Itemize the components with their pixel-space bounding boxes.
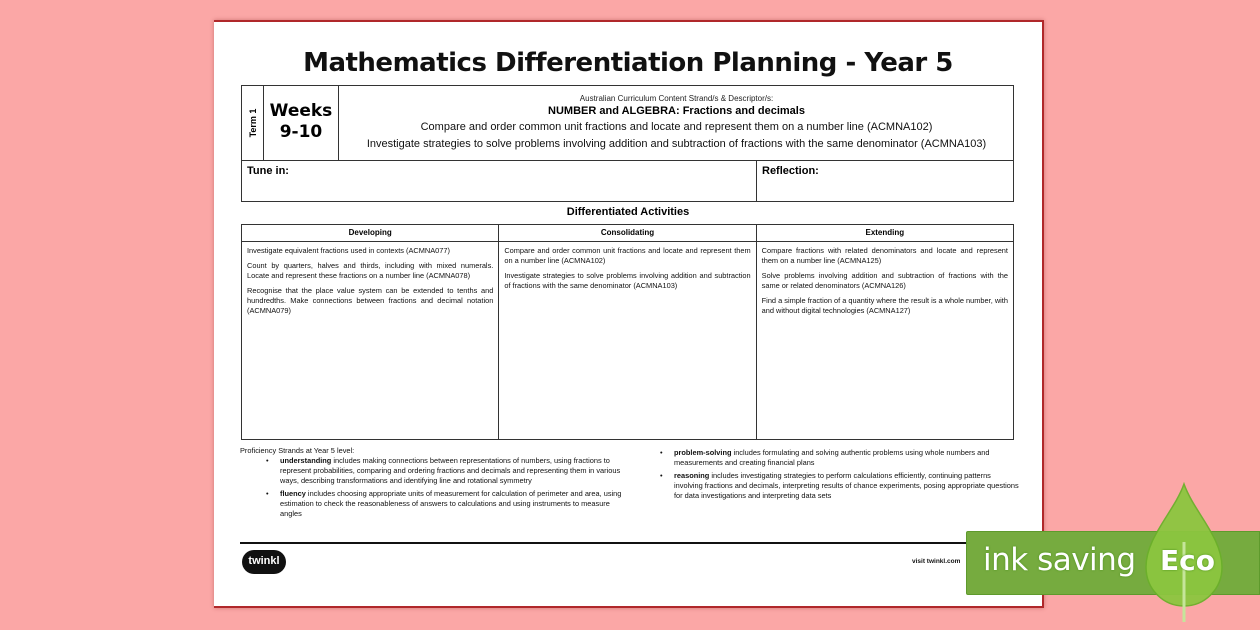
column-developing [242, 225, 499, 439]
proficiency-item: • understanding includes making connections between representations of numbers, using fractions to represent probabilities, comparing and ordering fractions and decimals and representing them in various ways, describing transformations and identifying line and rotational symmetry [266, 456, 630, 486]
activity-item: Investigate equivalent fractions used in contexts (ACMNA077) [247, 246, 450, 255]
eco-label: Eco [1160, 544, 1215, 577]
column-heading: Consolidating [499, 225, 755, 242]
curriculum-strand: NUMBER and ALGEBRA: Fractions and decimals [548, 105, 805, 117]
activity-item: Count by quarters, halves and thirds, including with mixed numerals. Locate and represent these fractions on a number line (ACMNA078) [247, 261, 494, 280]
curriculum-descriptor: Investigate strategies to solve problems involving addition and subtraction of fractions with the same denominator (ACMNA103) [366, 138, 987, 150]
weeks-label: Weeks [269, 101, 333, 121]
proficiency-item: • fluency includes choosing appropriate units of measurement for calculation of perimeter and area, using estimation to check the reasonableness of answers to calculations and using instruments to measure angles [266, 489, 630, 519]
column-heading: Developing [242, 225, 498, 242]
column-extending [757, 225, 1013, 439]
curriculum-descriptor: Compare and order common unit fractions and locate and represent them on a number line (ACMNA102) [420, 121, 933, 133]
tune-in-reflection-row [242, 160, 1013, 202]
curriculum-cell [339, 86, 1014, 160]
activity-item: Recognise that the place value system can be extended to tenths and hundredths. Make connections between fractions and decimal notation (ACMNA079) [247, 286, 494, 315]
activity-item: Solve problems involving addition and subtraction of fractions with the same or related denominators (ACMNA126) [761, 271, 1008, 290]
term-cell [242, 86, 264, 160]
ink-saving-text: ink saving [983, 542, 1136, 578]
page-title: Mathematics Differentiation Planning - Year 5 [303, 48, 953, 78]
footer-divider [240, 542, 1020, 544]
activity-item: Compare and order common unit fractions and locate and represent them on a number line (ACMNA102) [504, 246, 751, 265]
differentiated-activities-title: Differentiated Activities [566, 206, 690, 218]
weeks-cell [264, 86, 339, 160]
worksheet-page [214, 20, 1044, 608]
proficiency-heading: Proficiency Strands at Year 5 level: [240, 446, 355, 455]
curriculum-label: Australian Curriculum Content Strand/s & Descriptor/s: [579, 94, 774, 103]
visit-link[interactable]: visit twinkl.com [912, 558, 961, 565]
proficiency-item: • problem-solving includes formulating and solving authentic problems using whole numbers and measurements and creating financial plans [660, 448, 1020, 468]
tune-in-cell: Tune in: [242, 161, 757, 202]
proficiency-item: • reasoning includes investigating strategies to perform calculations efficiently, continuing patterns involving fractions and decimals, interpreting results of chance experiments, posing appropriate questions for data investigations and interpreting data sets [660, 471, 1020, 501]
activity-item: Compare fractions with related denominators and locate and represent them on a number line (ACMNA125) [761, 246, 1008, 265]
column-heading: Extending [757, 225, 1013, 242]
column-consolidating [499, 225, 756, 439]
activity-item: Investigate strategies to solve problems involving addition and subtraction of fractions with the same denominator (ACMNA103) [504, 271, 751, 290]
differentiated-activities-table [241, 224, 1014, 440]
weeks-range: 9-10 [279, 122, 323, 142]
activity-item: Find a simple fraction of a quantity where the result is a whole number, with and without digital technologies (ACMNA127) [761, 296, 1008, 315]
term-label: Term 1 [247, 108, 258, 138]
twinkl-logo: twinkl [242, 550, 286, 574]
reflection-cell: Reflection: [762, 165, 819, 177]
planning-header [241, 85, 1014, 202]
